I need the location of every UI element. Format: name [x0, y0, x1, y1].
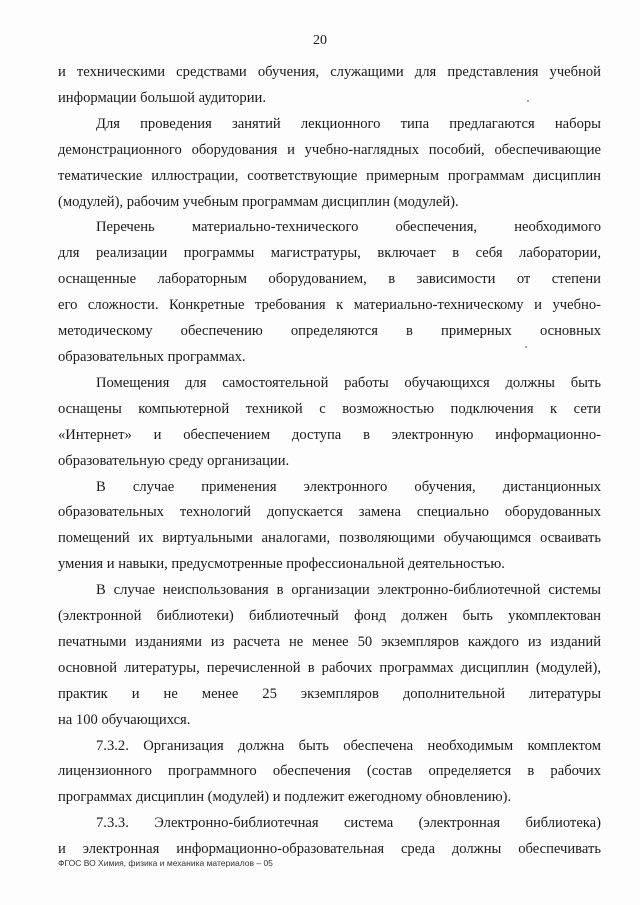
text-line: тематические иллюстрации, соответствующие примерным программам дисциплин — [58, 167, 601, 184]
text-line: Помещения для самостоятельной работы обучающихся должны быть — [96, 374, 601, 391]
page-footer: ФГОС ВО Химия, физика и механика материалов – 05 — [58, 858, 273, 868]
text-line: информации большой аудитории. — [58, 89, 266, 106]
page-number: 20 — [313, 33, 327, 48]
text-line: для реализации программы магистратуры, включает в себя лаборатории, — [58, 245, 601, 262]
text-line: печатными изданиями из расчета не менее 50 экземпляров каждого из изданий — [58, 633, 601, 650]
text-line: помещений их виртуальными аналогами, позволяющими обучающимся осваивать — [58, 530, 601, 547]
text-line: Для проведения занятий лекционного типа предлагаются наборы — [96, 115, 601, 132]
text-line: методическому обеспечению определяются в примерных основных — [58, 323, 601, 340]
text-line: 7.3.3. Электронно-библиотечная система (электронная библиотека) — [96, 815, 601, 832]
text-line: образовательную среду организации. — [58, 452, 290, 469]
text-line: Перечень материально-технического обеспечения, необходимого — [96, 219, 601, 236]
text-line: В случае применения электронного обучения, дистанционных — [96, 478, 601, 495]
text-line: лицензионного программного обеспечения (состав определяется в рабочих — [58, 763, 601, 780]
text-line: (модулей), рабочим учебным программам дисциплин (модулей). — [58, 193, 459, 210]
text-line: его сложности. Конкретные требования к материально-техническому и учебно- — [58, 297, 601, 314]
text-line: «Интернет» и обеспечением доступа в электронную информационно- — [58, 426, 601, 443]
text-line: образовательных программах. — [58, 348, 246, 365]
text-line: программах дисциплин (модулей) и подлежит ежегодному обновлению). — [58, 789, 512, 806]
scan-speck — [525, 346, 527, 348]
text-line: оснащенные лабораторным оборудованием, в зависимости от степени — [58, 271, 601, 288]
text-line: основной литературы, перечисленной в рабочих программах дисциплин (модулей), — [58, 659, 601, 676]
text-line: практик и не менее 25 экземпляров дополнительной литературы — [58, 685, 601, 702]
scan-speck — [527, 100, 529, 102]
text-line: и техническими средствами обучения, служащими для представления учебной — [58, 64, 601, 80]
text-line: образовательных технологий допускается замена специально оборудованных — [58, 504, 601, 521]
text-line: В случае неиспользования в организации электронно-библиотечной системы — [96, 582, 601, 599]
text-line: (электронной библиотеки) библиотечный фонд должен быть укомплектован — [58, 608, 601, 625]
text-line: оснащены компьютерной техникой с возможностью подключения к сети — [58, 400, 601, 417]
text-line: умения и навыки, предусмотренные профессиональной деятельностью. — [58, 556, 505, 573]
body-text — [58, 60, 601, 863]
text-line: и электронная информационно-образовательная среда должны обеспечивать — [58, 841, 601, 858]
text-line: демонстрационного оборудования и учебно-наглядных пособий, обеспечивающие — [58, 141, 601, 158]
text-line: 7.3.2. Организация должна быть обеспечена необходимым комплектом — [96, 737, 601, 754]
text-line: на 100 обучающихся. — [58, 711, 191, 728]
